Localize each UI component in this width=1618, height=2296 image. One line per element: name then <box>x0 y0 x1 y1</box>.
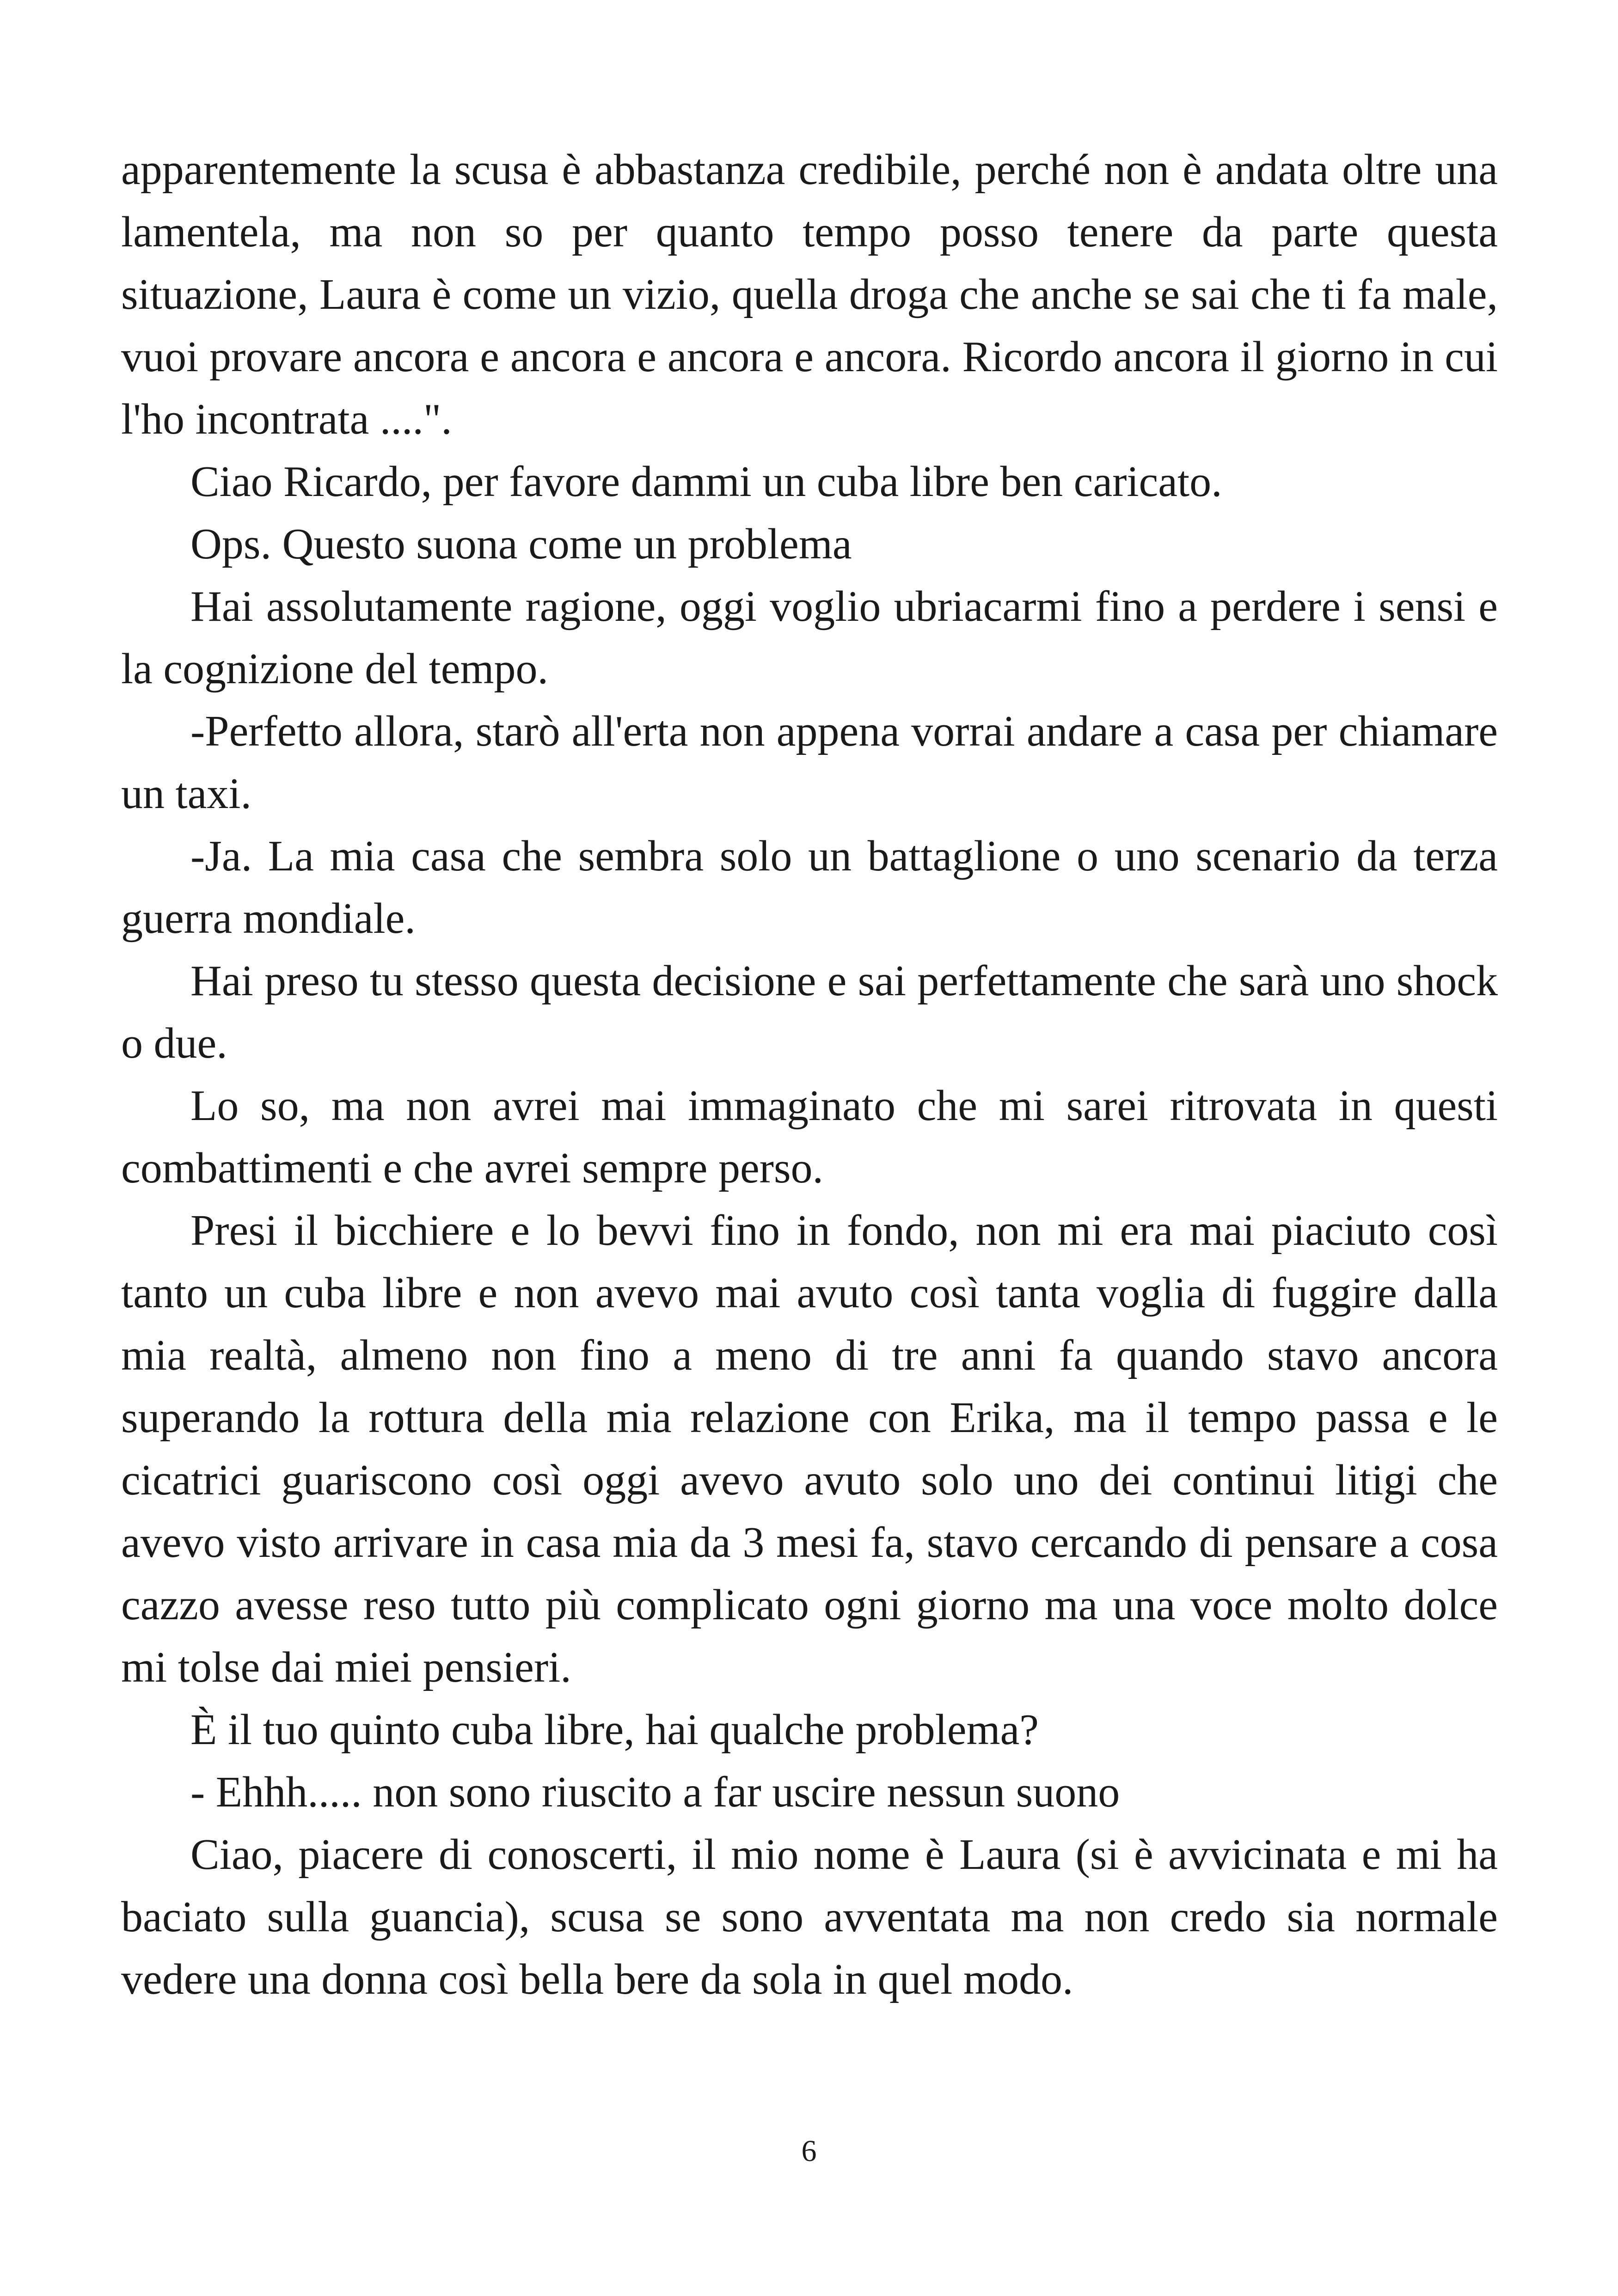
paragraph-dialogue: Ops. Questo suona come un problema <box>190 520 852 568</box>
paragraph-dialogue: -Ja. La mia casa che sembra solo un battaglione o uno scenario da terza guerra mondiale. <box>121 832 1498 943</box>
paragraph-dialogue: Ciao, piacere di conoscerti, il mio nome è Laura (si è avvicinata e mi ha baciato sulla guancia), scusa se sono avventata ma non credo sia normale vedere una donna così bella bere da sola in quel modo. <box>121 1831 1498 2003</box>
paragraph-dialogue: È il tuo quinto cuba libre, hai qualche problema? <box>190 1706 1039 1754</box>
page-body <box>121 139 1498 2011</box>
paragraph-narration: Presi il bicchiere e lo bevvi fino in fondo, non mi era mai piaciuto così tanto un cuba libre e non avevo mai avuto così tanta voglia di fuggire dalla mia realtà, almeno non fino a meno di tre anni fa quando stavo ancora superando la rottura della mia relazione con Erika, ma il tempo passa e le cicatrici guariscono così oggi avevo avuto solo uno dei continui litigi che avevo visto arrivare in casa mia da 3 mesi fa, stavo cercando di pensare a cosa cazzo avesse reso tutto più complicato ogni giorno ma una voce molto dolce mi tolse dai miei pensieri. <box>121 1206 1498 1691</box>
paragraph-dialogue: Ciao Ricardo, per favore dammi un cuba libre ben caricato. <box>190 458 1222 506</box>
paragraph-dialogue: Lo so, ma non avrei mai immaginato che mi sarei ritrovata in questi combattimenti e che avrei sempre perso. <box>121 1082 1498 1192</box>
paragraph-continuation: apparentemente la scusa è abbastanza credibile, perché non è andata oltre una lamentela, ma non so per quanto tempo posso tenere da parte questa situazione, Laura è come un vizio, quella droga che anche se sai che ti fa male, vuoi provare ancora e ancora e ancora e ancora. Ricordo ancora il giorno in cui l'ho incontrata ....". <box>121 146 1498 443</box>
paragraph-dialogue: Hai assolutamente ragione, oggi voglio ubriacarmi fino a perdere i sensi e la cognizione del tempo. <box>121 582 1498 693</box>
paragraph-dialogue: -Perfetto allora, starò all'erta non appena vorrai andare a casa per chiamare un taxi. <box>121 707 1498 818</box>
paragraph-dialogue: - Ehhh..... non sono riuscito a far uscire nessun suono <box>190 1768 1120 1816</box>
page-number: 6 <box>801 2134 817 2168</box>
paragraph-dialogue: Hai preso tu stesso questa decisione e sai perfettamente che sarà uno shock o due. <box>121 957 1498 1067</box>
